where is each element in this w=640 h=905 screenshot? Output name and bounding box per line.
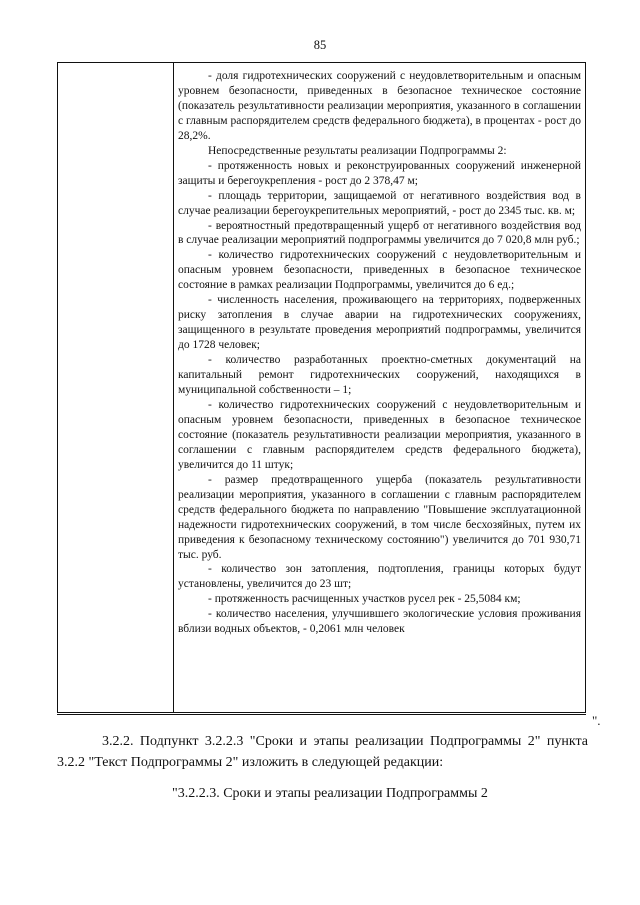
cell-paragraph-protected-area: - площадь территории, защищаемой от негативного воздействия вод в случае реализации берегоукрепительных мероприятий, - рост до 2345 тыс. кв. м; (178, 189, 581, 217)
table-bottom-border (57, 714, 586, 715)
body-text (57, 731, 588, 804)
table-cell-right (178, 69, 581, 637)
cell-paragraph-prevented-damage-size: - размер предотвращенного ущерба (показатель результативности реализации мероприятия, указанного в соглашении с главным распорядителем средств федерального бюджета по направлению "Повышение эксплуатационной надежности гидротехнических сооружений, в том числе бесхозяйных, путем их приведения к безопасному техническому состоянию") увеличится до 701 930,71 тыс. руб. (178, 473, 581, 561)
closing-quote: ". (592, 713, 601, 728)
section-heading-3-2-2-3: "3.2.2.3. Сроки и этапы реализации Подпрограммы 2 (172, 786, 488, 801)
document-table (57, 62, 586, 713)
cell-paragraph-prevented-damage: - вероятностный предотвращенный ущерб от негативного воздействия вод в случае реализации мероприятий подпрограммы увеличится до 7 020,8 млн руб.; (178, 219, 581, 247)
cell-paragraph-share-hydraulic-structures: - доля гидротехнических сооружений с неудовлетворительным и опасным уровнем безопасности, приведенных в безопасное техническое состояние (показатель результативности реализации мероприятия, указанного в соглашении с главным распорядителем средств федерального бюджета), в процентах - рост до 28,2%. (178, 70, 581, 142)
cell-paragraph-flood-zones: - количество зон затопления, подтопления, границы которых будут установлены, увеличится до 23 шт; (178, 563, 581, 591)
cell-paragraph-riverbed-length: - протяженность расчищенных участков русел рек - 25,5084 км; (208, 593, 521, 606)
cell-paragraph-structures-count: - количество гидротехнических сооружений с неудовлетворительным и опасным уровнем безопасности, приведенных в безопасное техническое состояние в рамках реализации Подпрограммы, увеличится до 6 ед.; (178, 249, 581, 292)
cell-paragraph-population-ecology: - количество населения, улучшившего экологические условия проживания вблизи водных объектов, - 0,2061 млн человек (178, 608, 581, 636)
page-number: 85 (313, 38, 327, 52)
cell-paragraph-design-documentation: - количество разработанных проектно-сметных документаций на капитальный ремонт гидротехнических сооружений, находящихся в муниципальной собственности – 1; (178, 354, 581, 397)
cell-paragraph-direct-results-heading: Непосредственные результаты реализации Подпрограммы 2: (208, 144, 507, 157)
table-column-divider (173, 63, 174, 712)
cell-paragraph-population-protected: - численность населения, проживающего на территориях, подверженных риску затопления в случае аварии на гидротехнических сооружениях, защищенного в результате проведения мероприятий подпрограммы, увеличится до 1728 человек; (178, 294, 581, 352)
cell-paragraph-protection-length: - протяженность новых и реконструированных сооружений инженерной защиты и берегоукрепления - рост до 2 378,47 м; (178, 159, 581, 187)
body-paragraph-3-2-2: 3.2.2. Подпункт 3.2.2.3 "Сроки и этапы реализации Подпрограммы 2" пункта 3.2.2 "Текст Подпрограммы 2" изложить в следующей редакции: (57, 734, 588, 770)
cell-paragraph-structures-safe-state: - количество гидротехнических сооружений с неудовлетворительным и опасным уровнем безопасности, приведенных в безопасное техническое состояние (показатель результативности реализации мероприятия, указанного в соглашении с главным распорядителем средств федерального бюджета), увеличится до 11 штук; (178, 398, 581, 471)
